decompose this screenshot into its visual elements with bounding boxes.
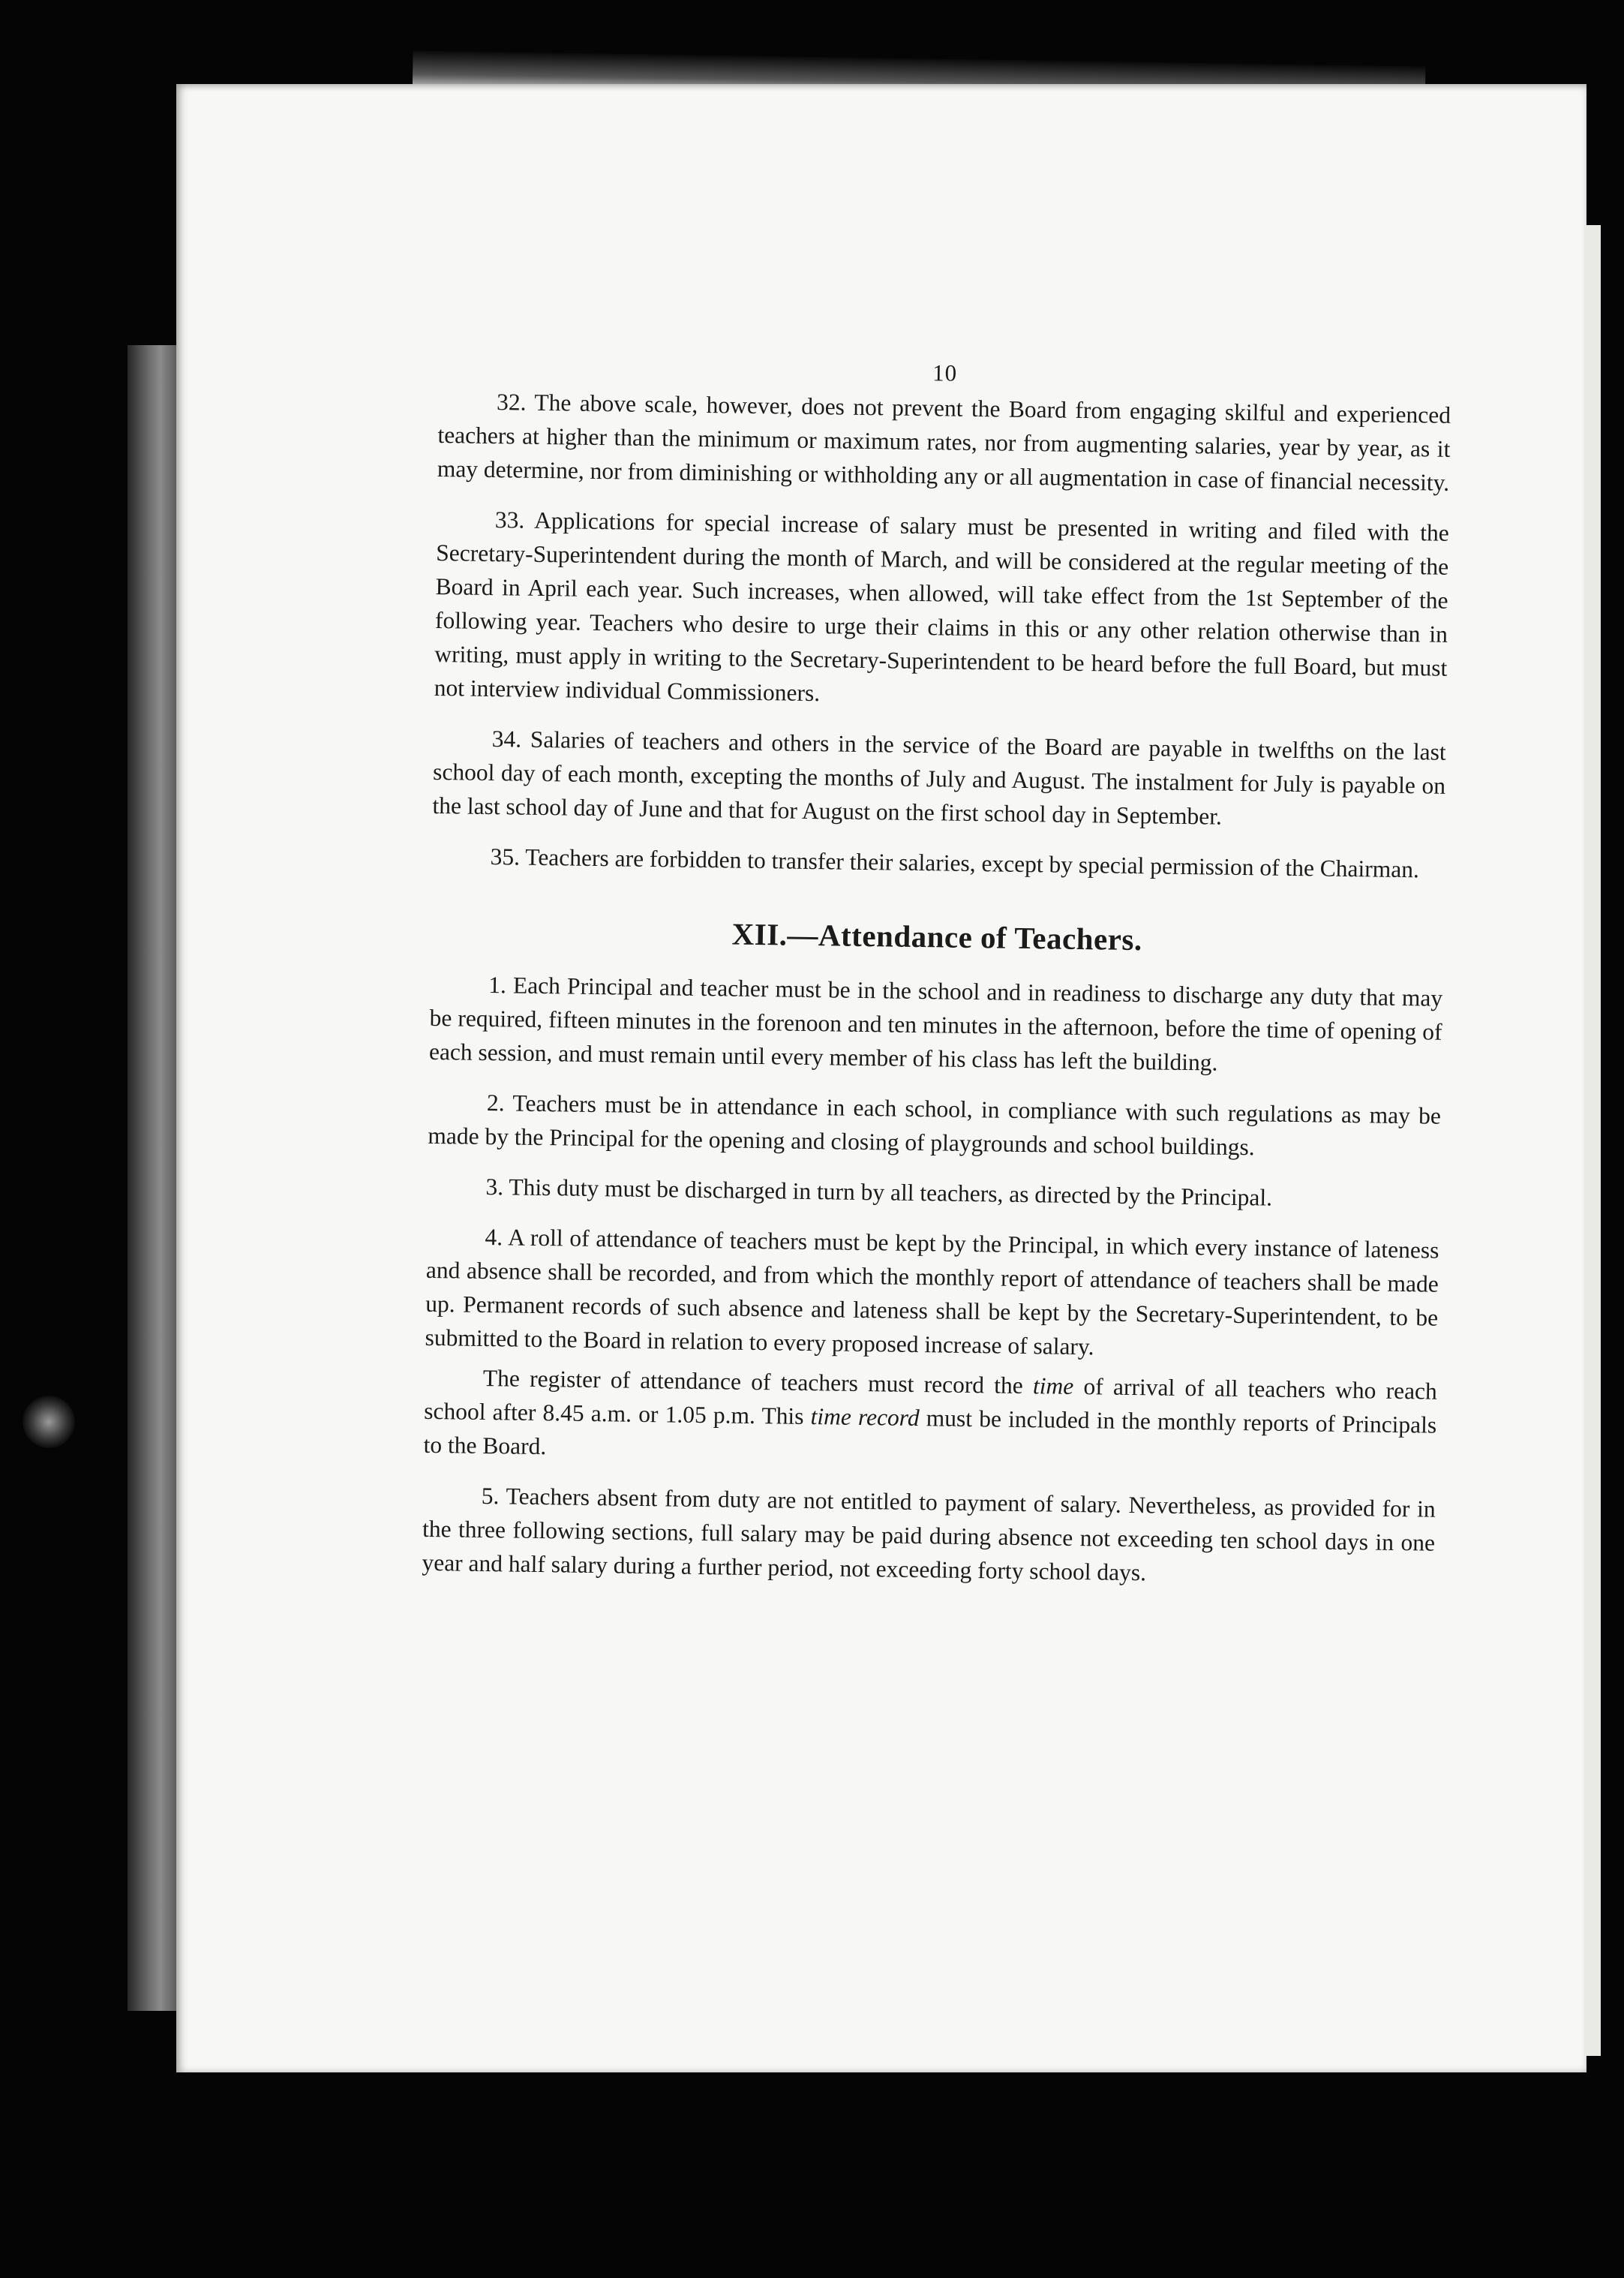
attendance-paragraph-4: 4. A roll of attendance of teachers must be kept by the Principal, in which every instance of lateness and absence shall be recorded, and from which the monthly report of attendance of teachers shall be made up. Permanent records of such absence and lateness shall be kept by the Secretary-Superintendent, to be submitted to the Board in relation to every proposed increase of salary. xyxy=(425,1223,1439,1360)
attendance-paragraph-1: 1. Each Principal and teacher must be in the school and in readiness to discharge any duty that may be required, fifteen minutes in the forenoon and ten minutes in the afternoon, before the time of opening of each session, and must remain until every member of his class has left the building. xyxy=(428,972,1443,1076)
paragraph-34: 34. Salaries of teachers and others in the service of the Board are payable in twelfths on the last school day of each month, excepting the months of July and August. The instalment for July is payable on the last school day of June and that for August on the first school day in September. xyxy=(432,726,1446,830)
page-right-margin xyxy=(1584,225,1601,2056)
page-content xyxy=(422,353,1451,1610)
register-note-text-2: of arrival of all teachers who reach school after 8.45 a.m. or 1.05 p.m. This xyxy=(424,1372,1438,1430)
attendance-paragraph-3: 3. This duty must be discharged in turn by all teachers, as directed by the Principal. xyxy=(485,1173,1273,1211)
attendance-paragraph-5: 5. Teachers absent from duty are not entitled to payment of salary. Nevertheless, as provided for in the three following sections, full salary may be paid during absence not exceeding ten school days in one year and half salary during a further period, not exceeding forty school days. xyxy=(422,1482,1436,1586)
paragraph-33: 33. Applications for special increase of salary must be presented in writing and filed with the Secretary-Superintendent during the month of March, and will be considered at the regular meeting of the Board in April each year. Such increases, when allowed, will take effect from the 1st September of the following year. Teachers who desire to urge their claims in this or any other relation otherwise than in writing, must apply in writing to the Secretary-Superintendent to be heard before the full Board, but must not interview individual Commissioners. xyxy=(434,506,1450,707)
light-flare xyxy=(23,1396,75,1448)
register-note-italic-time-record: time record xyxy=(810,1403,920,1432)
paragraph-35: 35. Teachers are forbidden to transfer their salaries, except by special permission of the Chairman. xyxy=(490,843,1420,883)
register-note xyxy=(423,1360,1437,1476)
register-note-text-3: must be included in the monthly reports of Principals to the Board. xyxy=(423,1405,1437,1460)
page-number: 10 xyxy=(932,359,958,386)
register-note-text-1: The register of attendance of teachers must record the xyxy=(482,1364,1034,1399)
section-heading: XII.—Attendance of Teachers. xyxy=(731,916,1142,957)
register-note-italic-time: time xyxy=(1032,1372,1074,1399)
attendance-paragraph-2: 2. Teachers must be in attendance in each school, in compliance with such regulations as may be made by the Principal for the opening and closing of playgrounds and school buildings. xyxy=(428,1089,1442,1161)
paragraph-32: 32. The above scale, however, does not prevent the Board from engaging skilful and experienced teachers at higher than the minimum or maximum rates, nor from augmenting salaries, year by year, as it may determine, nor from diminishing or withholding any or all augmentation in case of financial necessity. xyxy=(437,389,1451,496)
